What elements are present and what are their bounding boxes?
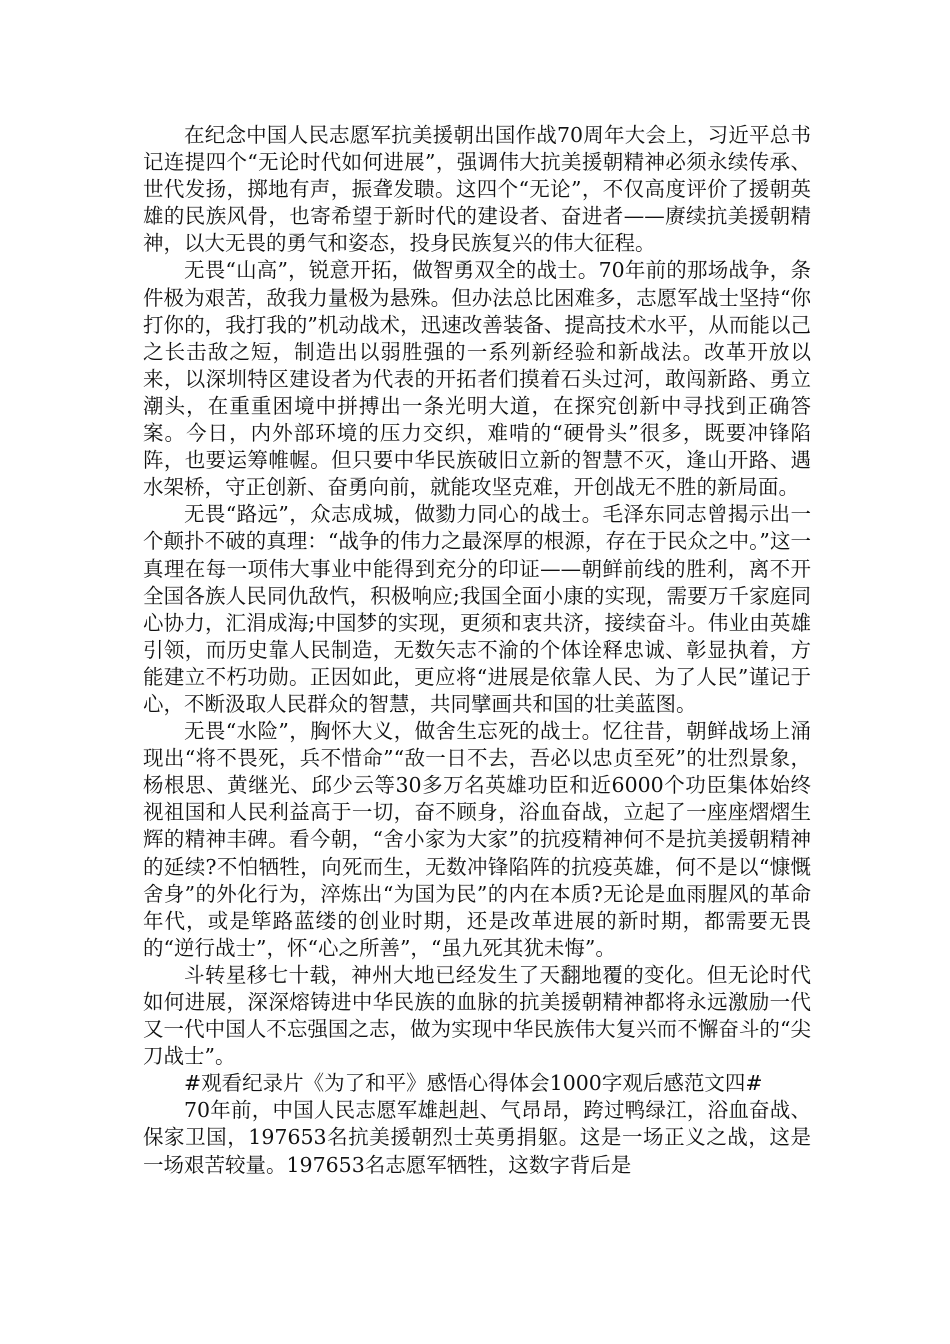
paragraph-water: 无畏“水险”，胸怀大义，做舍生忘死的战士。忆往昔，朝鲜战场上涌现出“将不畏死，兵不惜命”“敌一日不去，吾必以忠贞至死”的壮烈景象，杨根思、黄继光、邱少云等30多万名英雄功臣和近6000个功臣集体始终视祖国和人民利益高于一切，奋不顾身，浴血奋战，立起了一座座熠熠生辉的精神丰碑。看今朝，“舍小家为大家”的抗疫精神何不是抗美援朝精神的延续?不怕牺牲，向死而生，无数冲锋陷阵的抗疫英雄，何不是以“慷慨舍身”的外化行为，淬炼出“为国为民”的内在本质?无论是血雨腥风的革命年代，或是筚路蓝缕的创业时期，还是改革进展的新时期，都需要无畏的“逆行战士”，怀“心之所善”，“虽九死其犹未悔”。 [143,719,811,960]
paragraph-conclusion: 斗转星移七十载，神州大地已经发生了天翻地覆的变化。但无论时代如何进展，深深熔铸进中华民族的血脉的抗美援朝精神都将永远激励一代又一代中国人不忘强国之志，做为实现中华民族伟大复兴而不懈奋斗的“尖刀战士”。 [143,962,811,1069]
paragraph-next-essay: 70年前，中国人民志愿军雄赳赳、气昂昂，跨过鸭绿江，浴血奋战、保家卫国，197653名抗美援朝烈士英勇捐躯。这是一场正义之战，这是一场艰苦较量。197653名志愿军牺牲，这数字背后是 [143,1098,811,1177]
section-heading: #观看纪录片《为了和平》感悟心得体会1000字观后感范文四# [184,1071,763,1096]
paragraph-intro: 在纪念中国人民志愿军抗美援朝出国作战70周年大会上，习近平总书记连提四个“无论时代如何进展”，强调伟大抗美援朝精神必须永续传承、世代发扬，掷地有声，振聋发聩。这四个“无论”，不仅高度评价了援朝英雄的民族风骨，也寄希望于新时代的建设者、奋进者——赓续抗美援朝精神，以大无畏的勇气和姿态，投身民族复兴的伟大征程。 [143,123,811,256]
document-body [143,122,811,1179]
paragraph-mountain: 无畏“山高”，锐意开拓，做智勇双全的战士。70年前的那场战争，条件极为艰苦，敌我力量极为悬殊。但办法总比困难多，志愿军战士坚持“你打你的，我打我的”机动战术，迅速改善装备、提高技术水平，从而能以己之长击敌之短，制造出以弱胜强的一系列新经验和新战法。改革开放以来，以深圳特区建设者为代表的开拓者们摸着石头过河，敢闯新路、勇立潮头，在重重困境中拼搏出一条光明大道，在探究创新中寻找到正确答案。今日，内外部环境的压力交织，难啃的“硬骨头”很多，既要冲锋陷阵，也要运筹帷幄。但只要中华民族破旧立新的智慧不灭，逢山开路、遇水架桥，守正创新、奋勇向前，就能攻坚克难，开创战无不胜的新局面。 [143,258,811,500]
paragraph-road: 无畏“路远”，众志成城，做勠力同心的战士。毛泽东同志曾揭示出一个颠扑不破的真理：“战争的伟力之最深厚的根源，存在于民众之中。”这一真理在每一项伟大事业中能得到充分的印证——朝鲜前线的胜利，离不开全国各族人民同仇敌忾，积极响应;我国全面小康的实现，需要万千家庭同心协力，汇涓成海;中国梦的实现，更须和衷共济，接续奋斗。伟业由英雄引领，而历史靠人民制造，无数矢志不渝的个体诠释忠诚、彰显执着，方能建立不朽功勋。正因如此，更应将“进展是依靠人民、为了人民”谨记于心，不断汲取人民群众的智慧，共同擘画共和国的壮美蓝图。 [143,502,811,716]
